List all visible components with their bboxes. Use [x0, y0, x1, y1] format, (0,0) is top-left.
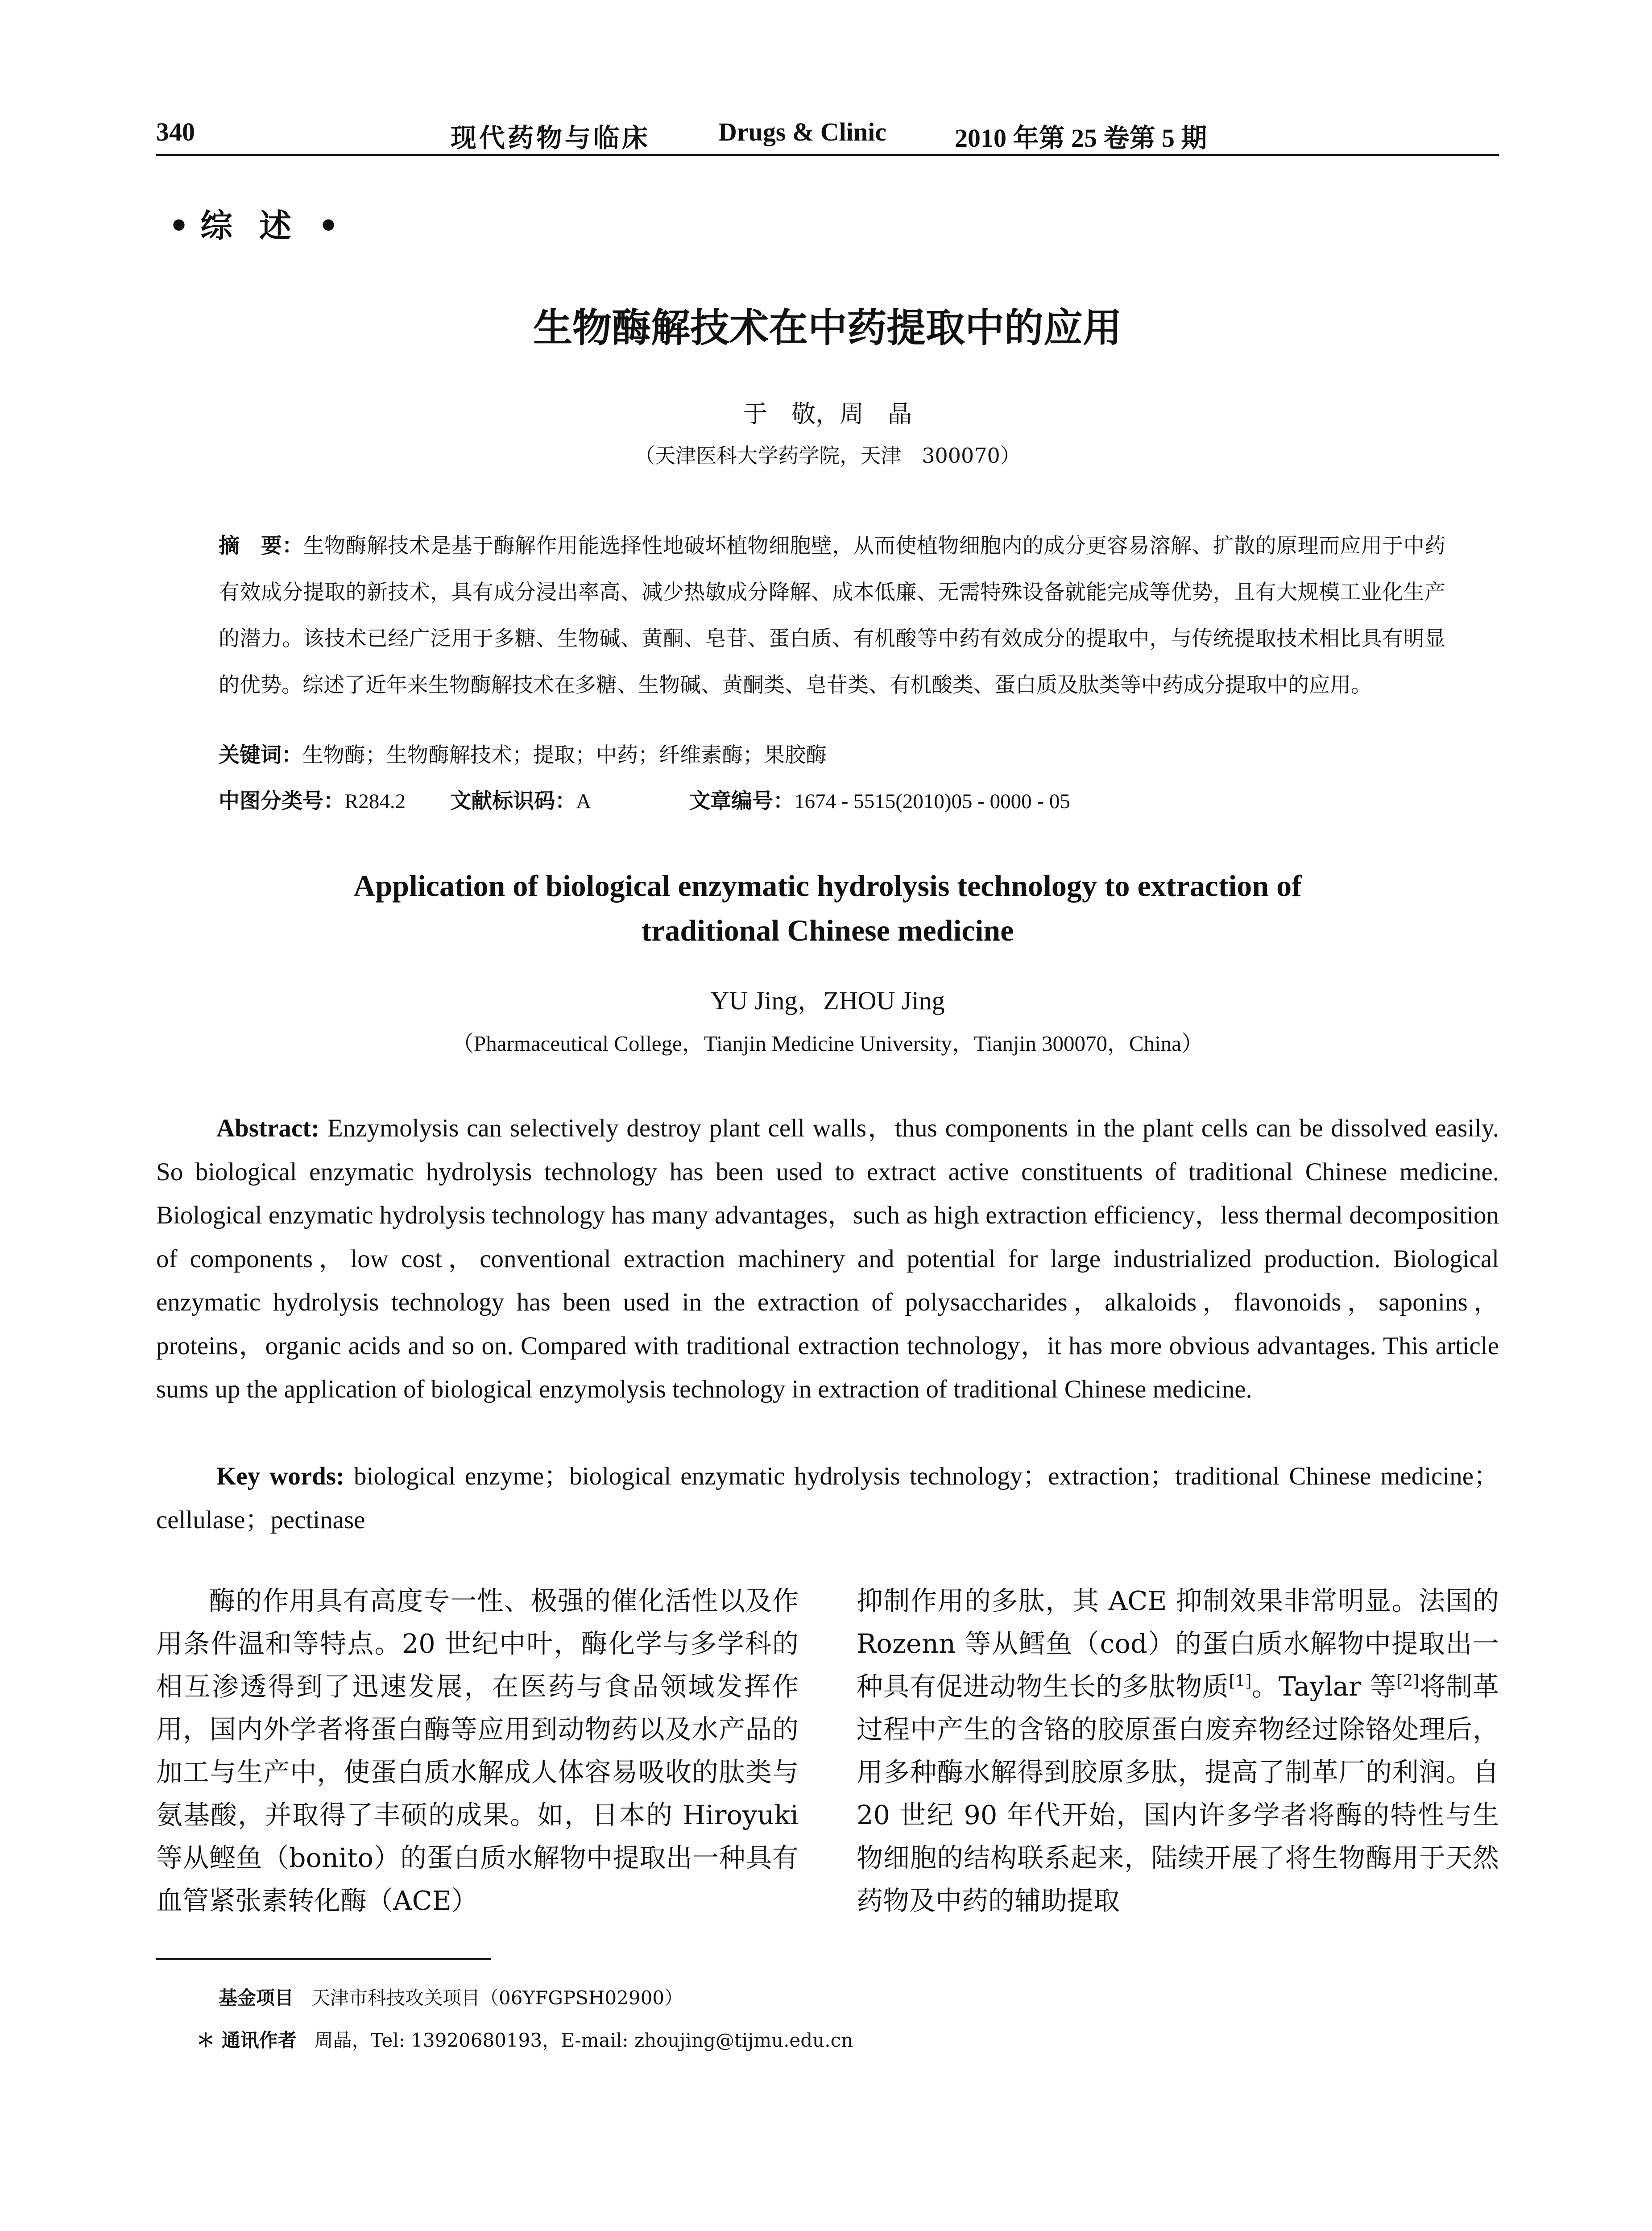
article-number-value: 1674 - 5515(2010)05 - 0000 - 05 — [794, 790, 1070, 813]
citation-1: [1] — [1229, 1672, 1252, 1691]
citation-2: [2] — [1396, 1672, 1420, 1691]
header-rule — [156, 154, 1499, 156]
keywords-cn-text: 生物酶；生物酶解技术；提取；中药；纤维素酶；果胶酶 — [302, 743, 827, 767]
body-right-column — [857, 1580, 1499, 1922]
doc-code-label: 文献标识码： — [450, 789, 576, 813]
page-number: 340 — [156, 117, 195, 146]
body-right-text-1: 抑制作用的多肽，其 ACE 抑制效果非常明显。法国的 Rozenn 等从鳕鱼（cod）的蛋白质水解物中提取出一种具有促进动物生长的多肽物质 — [857, 1585, 1499, 1702]
section-bullet-right: • — [318, 207, 339, 245]
abstract-en-text: Enzymolysis can selectively destroy plant cell walls，thus components in the plant cells can be dissolved easily. So biological enzymatic hydrolysis technology has been used to extract active constituents of traditional Chinese medicine. Biological enzymatic hydrolysis technology has many advantages，such as high extraction efficiency，less thermal decomposition of components，low cost，conventional extraction machinery and potential for large industrialized production. Biological enzymatic hydrolysis technology has been used in the extraction of polysaccharides，alkaloids，flavonoids，saponins，proteins，organic acids and so on. Compared with traditional extraction technology，it has more obvious advantages. This article sums up the application of biological enzymolysis technology in extraction of traditional Chinese medicine. — [156, 1114, 1499, 1403]
title-en — [156, 863, 1499, 953]
body-right-text-3: 将制革过程中产生的含铬的胶原蛋白废弃物经过除铬处理后，用多种酶水解得到胶原多肽，提高了制革厂的利润。自 20 世纪 90 年代开始，国内许多学者将酶的特性与生物细胞的结构联系起来，陆续开展了将生物酶用于天然药物及中药的辅助提取 — [857, 1671, 1499, 1916]
classification-line — [219, 784, 1115, 814]
body-left-column: 酶的作用具有高度专一性、极强的催化活性以及作用条件温和等特点。20 世纪中叶，酶化学与多学科的相互渗透得到了迅速发展，在医药与食品领域发挥作用，国内外学者将蛋白酶等应用到动物药以及水产品的加工与生产中，使蛋白质水解成人体容易吸收的肽类与氨基酸，并取得了丰硕的成果。如，日本的 Hiroyuki 等从鲣鱼（bonito）的蛋白质水解物中提取出一种具有血管紧张素转化酶（ACE） — [156, 1585, 799, 1916]
title-en-line2: traditional Chinese medicine — [641, 913, 1014, 947]
abstract-cn-text: 生物酶解技术是基于酶解作用能选择性地破坏植物细胞壁，从而使植物细胞内的成分更容易溶解、扩散的原理而应用于中药有效成分提取的新技术，具有成分浸出率高、减少热敏成分降解、成本低廉、无需特殊设备就能完成等优势，且有大规模工业化生产的潜力。该技术已经广泛用于多糖、生物碱、黄酮、皂苷、蛋白质、有机酸等中药有效成分的提取中，与传统提取技术相比具有明显的优势。综述了近年来生物酶解技术在多糖、生物碱、黄酮类、皂苷类、有机酸类、蛋白质及肽类等中药成分提取中的应用。 — [219, 534, 1445, 697]
journal-name-en: Drugs & Clinic — [718, 117, 886, 146]
affiliation-cn: （天津医科大学药学院，天津 300070） — [634, 444, 1021, 468]
journal-name-cn: 现代药物与临床 — [451, 124, 651, 153]
corresponding-label: ＊ 通讯作者 — [196, 2029, 297, 2051]
abstract-en-label: Abstract: — [216, 1114, 320, 1142]
keywords-en-text: biological enzyme；biological enzymatic hydrolysis technology；extraction；traditional Chinese medicine；cellulase；pectinase — [156, 1462, 1499, 1534]
abstract-cn — [219, 523, 1445, 709]
clc-label: 中图分类号： — [219, 789, 344, 813]
title-en-line1: Application of biological enzymatic hydrolysis technology to extraction of — [353, 869, 1302, 903]
article-number-label: 文章编号： — [689, 789, 795, 813]
keywords-en-label: Key words: — [216, 1462, 344, 1490]
funding-label: 基金项目 — [219, 1987, 294, 2009]
doc-code-value: A — [576, 790, 592, 813]
title-cn: 生物酶解技术在中药提取中的应用 — [533, 305, 1122, 351]
keywords-cn — [219, 738, 827, 768]
affiliation-en: （Pharmaceutical College，Tianjin Medicine University，Tianjin 300070，China） — [452, 1031, 1203, 1056]
running-header — [156, 117, 1499, 153]
abstract-en — [156, 1107, 1499, 1411]
footnote-rule — [156, 1958, 491, 1960]
footnote-corresponding — [196, 2026, 853, 2053]
abstract-cn-label: 摘 要： — [219, 534, 303, 558]
body-right-text-2: 。Taylar 等 — [1251, 1671, 1397, 1702]
section-bullet-left: • — [169, 207, 190, 245]
section-label-text: 综述 — [200, 207, 319, 245]
authors-cn: 于 敬，周 晶 — [743, 400, 912, 428]
clc-value: R284.2 — [344, 790, 406, 813]
section-label — [169, 200, 339, 246]
keywords-cn-label: 关键词： — [219, 743, 302, 767]
footnote-funding — [219, 1983, 683, 2010]
funding-text: 天津市科技攻关项目（06YFGPSH02900） — [311, 1987, 683, 2009]
keywords-en — [156, 1455, 1499, 1542]
corresponding-text: 周晶，Tel: 13920680193，E-mail: zhoujing@tijmu.edu.cn — [314, 2029, 853, 2051]
authors-en: YU Jing，ZHOU Jing — [710, 986, 945, 1015]
issue-info: 2010 年第 25 卷第 5 期 — [955, 124, 1207, 153]
